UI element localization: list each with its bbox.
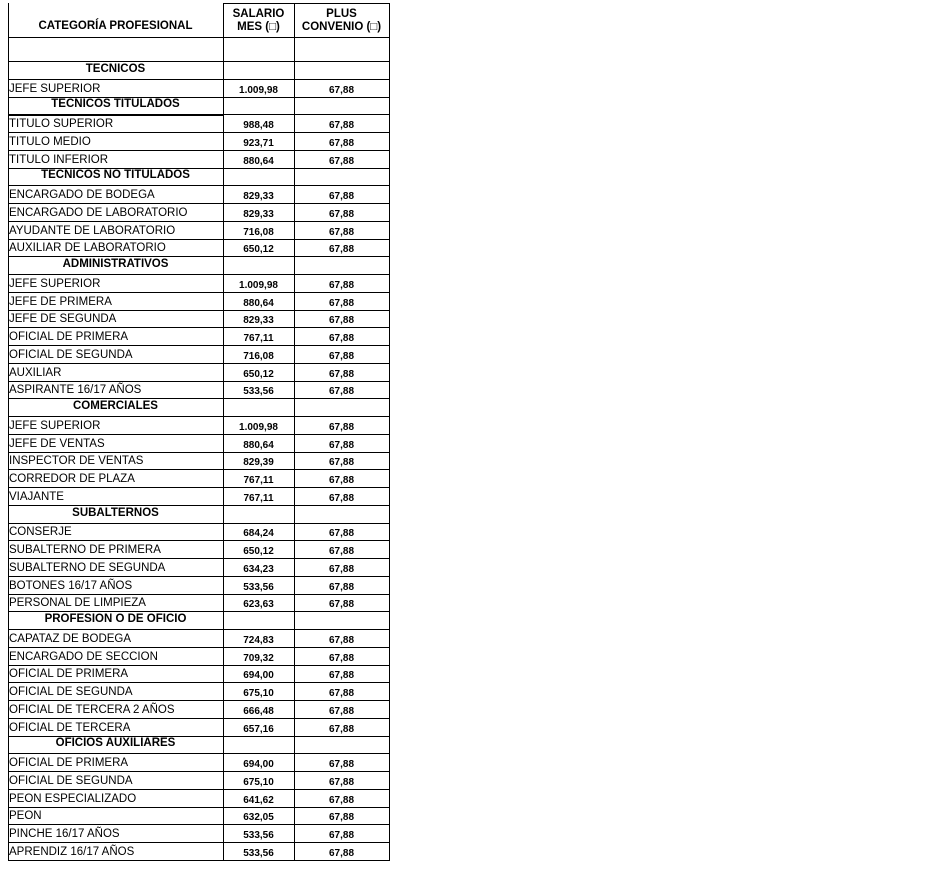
table-row-salario: 829,39 xyxy=(243,457,274,469)
table-row-salario: 880,64 xyxy=(243,439,274,451)
table-row-plus: 67,88 xyxy=(328,794,355,806)
grid-line-row xyxy=(8,789,390,790)
table-row-plus: 67,88 xyxy=(328,581,355,593)
grid-line-row xyxy=(8,345,390,346)
grid-line-row xyxy=(8,310,390,311)
table-row-category: PINCHE 16/17 AÑOS xyxy=(9,828,120,840)
table-row-salario: 533,56 xyxy=(243,581,274,593)
table-row-category: JEFE SUPERIOR xyxy=(9,82,101,95)
table-row-category: JEFE DE PRIMERA xyxy=(9,295,112,308)
grid-line-row xyxy=(8,469,390,470)
table-row-salario: 675,10 xyxy=(243,776,274,788)
table-row-salario: 988,48 xyxy=(243,120,274,131)
grid-line-row xyxy=(8,753,224,754)
table-row-plus: 67,88 xyxy=(328,546,355,557)
table-row-plus: 67,88 xyxy=(328,386,355,398)
header-salario-line1: SALARIO xyxy=(232,8,285,20)
table-row-salario: 694,00 xyxy=(243,759,274,770)
grid-line-row xyxy=(8,97,390,98)
table-row-category: OFICIAL DE TERCERA 2 AÑOS xyxy=(9,703,175,716)
table-row-category: CONSERJE xyxy=(9,526,72,539)
grid-line-row xyxy=(8,842,390,843)
table-row-plus: 67,88 xyxy=(328,279,355,291)
table-row-salario: 657,16 xyxy=(243,723,274,735)
grid-line-row xyxy=(8,114,224,116)
grid-line-row xyxy=(8,381,390,382)
table-row-category: AUXILIAR DE LABORATORIO xyxy=(9,242,166,255)
table-row-salario: 641,62 xyxy=(243,794,274,806)
grid-line-row xyxy=(8,132,390,133)
table-row-plus: 67,88 xyxy=(328,226,355,238)
table-row-salario: 675,10 xyxy=(243,688,274,699)
grid-line-row xyxy=(8,540,390,541)
table-row-plus: 67,88 xyxy=(328,350,355,362)
table-row-category: PEON xyxy=(9,810,42,823)
table-row-salario: 623,63 xyxy=(243,599,274,611)
table-row-salario: 632,05 xyxy=(243,812,274,824)
table-row-category: ASPIRANTE 16/17 AÑOS xyxy=(9,384,142,397)
grid-line-row xyxy=(8,168,390,169)
grid-line-row xyxy=(8,452,390,453)
table-row-salario: 1.009,98 xyxy=(239,279,278,291)
table-row-plus: 67,88 xyxy=(328,191,355,202)
grid-line-row xyxy=(8,79,224,80)
header-categoria: CATEGORÍA PROFESIONAL xyxy=(38,20,193,32)
grid-line-row xyxy=(8,185,224,186)
table-row-plus: 67,88 xyxy=(328,723,355,735)
table-row-category: VIAJANTE xyxy=(9,490,64,503)
table-row-plus: 67,88 xyxy=(328,315,355,327)
table-row-category: OFICIAL DE SEGUNDA xyxy=(9,348,133,361)
table-row-category: PERSONAL DE LIMPIEZA xyxy=(9,597,146,610)
table-row-category: SUBALTERNO DE PRIMERA xyxy=(9,544,161,556)
section-heading: OFICIOS AUXILIARES xyxy=(55,737,176,750)
grid-line-row xyxy=(8,771,390,772)
table-row-plus: 67,88 xyxy=(328,84,355,96)
table-row-category: OFICIAL DE TERCERA xyxy=(9,721,131,734)
table-row-salario: 716,08 xyxy=(243,350,274,362)
table-row-category: APRENDIZ 16/17 AÑOS xyxy=(9,845,135,858)
table-row-plus: 67,88 xyxy=(328,368,355,380)
table-row-salario: 829,33 xyxy=(243,315,274,327)
grid-line-row xyxy=(8,523,224,524)
table-row-plus: 67,88 xyxy=(328,670,355,682)
table-row-plus: 67,88 xyxy=(328,528,355,540)
grid-line-row xyxy=(8,487,390,488)
table-row-salario: 767,11 xyxy=(243,475,274,486)
grid-line-row xyxy=(8,682,390,683)
table-row-salario: 634,23 xyxy=(243,563,274,575)
table-row-salario: 533,56 xyxy=(243,386,274,398)
table-row-plus: 67,88 xyxy=(328,634,355,646)
grid-line-row xyxy=(8,558,390,559)
grid-line-row xyxy=(223,79,390,80)
grid-line-row xyxy=(8,665,390,666)
table-row-plus: 67,88 xyxy=(328,688,355,699)
table-row-category: TITULO INFERIOR xyxy=(9,153,109,166)
grid-line-row xyxy=(223,629,390,630)
table-row-plus: 67,88 xyxy=(328,439,355,451)
table-row-plus: 67,88 xyxy=(328,457,355,469)
grid-line-row xyxy=(8,700,390,701)
table-row-plus: 67,88 xyxy=(328,208,355,220)
header-plus-line1: PLUS xyxy=(326,8,357,20)
table-row-plus: 67,88 xyxy=(328,297,355,309)
table-row-salario: 650,12 xyxy=(243,546,274,557)
grid-line-header-top xyxy=(223,3,390,4)
grid-line-row xyxy=(8,363,390,364)
grid-line-row xyxy=(8,505,390,506)
table-row-plus: 67,88 xyxy=(328,492,355,504)
grid-line-row xyxy=(8,594,390,595)
table-row-category: TITULO MEDIO xyxy=(9,135,91,148)
table-row-salario: 1.009,98 xyxy=(239,421,278,433)
grid-line-row xyxy=(8,256,390,257)
table-row-category: JEFE SUPERIOR xyxy=(9,419,101,432)
table-row-category: BOTONES 16/17 AÑOS xyxy=(9,579,133,592)
table-row-plus: 67,88 xyxy=(328,244,355,256)
grid-line-blank-row xyxy=(8,61,390,62)
table-row-category: ENCARGADO DE BODEGA xyxy=(9,189,155,201)
table-row-plus: 67,88 xyxy=(328,776,355,788)
table-row-plus: 67,88 xyxy=(328,155,355,167)
table-row-plus: 67,88 xyxy=(328,830,355,841)
table-row-category: CORREDOR DE PLAZA xyxy=(9,473,135,485)
grid-line-row xyxy=(8,611,390,612)
grid-line-row xyxy=(8,203,390,204)
table-row-category: AYUDANTE DE LABORATORIO xyxy=(9,224,176,237)
table-row-plus: 67,88 xyxy=(328,563,355,575)
table-row-plus: 67,88 xyxy=(328,137,355,149)
table-row-salario: 684,24 xyxy=(243,528,274,540)
table-row-plus: 67,88 xyxy=(328,475,355,486)
table-row-plus: 67,88 xyxy=(328,599,355,611)
grid-line-row xyxy=(8,824,390,825)
grid-line-row xyxy=(8,434,390,435)
table-row-salario: 724,83 xyxy=(243,634,274,646)
table-row-salario: 880,64 xyxy=(243,297,274,309)
grid-line-row xyxy=(8,398,390,399)
table-row-category: OFICIAL DE PRIMERA xyxy=(9,331,129,343)
table-row-salario: 694,00 xyxy=(243,670,274,682)
table-row-plus: 67,88 xyxy=(328,652,355,664)
table-row-plus: 67,88 xyxy=(328,705,355,717)
grid-line-row xyxy=(8,274,224,275)
table-row-salario: 650,12 xyxy=(243,244,274,256)
table-row-category: INSPECTOR DE VENTAS xyxy=(9,455,144,468)
table-row-category: ENCARGADO DE SECCION xyxy=(9,650,158,663)
table-row-salario: 829,33 xyxy=(243,191,274,202)
table-row-salario: 650,12 xyxy=(243,368,274,380)
table-row-category: TITULO SUPERIOR xyxy=(9,118,114,130)
table-row-category: JEFE DE SEGUNDA xyxy=(9,313,117,326)
header-salario-line2: MES (□) xyxy=(237,21,280,33)
grid-line-row xyxy=(223,523,390,524)
grid-line-row xyxy=(223,753,390,754)
grid-line-row xyxy=(8,292,390,293)
grid-line-row xyxy=(8,736,390,737)
section-heading: PROFESION O DE OFICIO xyxy=(44,613,187,625)
grid-line-row xyxy=(223,114,390,115)
table-row-salario: 533,56 xyxy=(243,847,274,859)
table-row-salario: 709,32 xyxy=(243,652,274,664)
grid-line-row xyxy=(8,718,390,719)
grid-line-row xyxy=(223,416,390,417)
table-row-category: CAPATAZ DE BODEGA xyxy=(9,632,132,645)
table-row-salario: 880,64 xyxy=(243,155,274,167)
section-heading: TECNICOS xyxy=(85,62,146,75)
section-heading: TECNICOS TITULADOS xyxy=(51,98,180,111)
grid-line-row xyxy=(8,221,390,222)
table-row-category: PEON ESPECIALIZADO xyxy=(9,792,137,805)
section-heading: TECNICOS NO TITULADOS xyxy=(41,169,190,182)
section-heading: ADMINISTRATIVOS xyxy=(62,258,169,270)
table-row-plus: 67,88 xyxy=(328,120,355,131)
grid-line-header-bottom xyxy=(8,37,390,38)
grid-line-row xyxy=(8,327,390,328)
table-row-category: ENCARGADO DE LABORATORIO xyxy=(9,206,188,219)
table-row-plus: 67,88 xyxy=(328,421,355,433)
table-row-category: OFICIAL DE SEGUNDA xyxy=(9,774,133,787)
table-row-salario: 1.009,98 xyxy=(239,84,278,96)
grid-line-row xyxy=(8,416,224,417)
table-row-salario: 923,71 xyxy=(243,137,274,149)
grid-line-row xyxy=(223,185,390,186)
table-row-category: OFICIAL DE PRIMERA xyxy=(9,668,129,681)
grid-line-row xyxy=(8,629,224,630)
table-row-category: AUXILIAR xyxy=(9,366,62,379)
table-row-category: OFICIAL DE SEGUNDA xyxy=(9,686,133,698)
header-plus-line2: CONVENIO (□) xyxy=(301,21,382,33)
table-row-category: JEFE SUPERIOR xyxy=(9,277,101,290)
table-row-category: JEFE DE VENTAS xyxy=(9,437,105,450)
table-row-salario: 829,33 xyxy=(243,208,274,220)
grid-line-row xyxy=(8,647,390,648)
table-row-salario: 767,11 xyxy=(243,492,274,504)
grid-line-row xyxy=(8,576,390,577)
grid-line-row xyxy=(8,239,390,240)
table-row-plus: 67,88 xyxy=(328,759,355,770)
table-row-plus: 67,88 xyxy=(328,333,355,344)
table-row-salario: 767,11 xyxy=(243,333,274,344)
grid-line-row xyxy=(8,860,390,861)
grid-line-row xyxy=(8,807,390,808)
section-heading: SUBALTERNOS xyxy=(72,506,159,519)
grid-line-row xyxy=(8,150,390,151)
table-row-category: OFICIAL DE PRIMERA xyxy=(9,757,129,769)
table-row-category: SUBALTERNO DE SEGUNDA xyxy=(9,561,166,574)
section-heading: COMERCIALES xyxy=(73,400,158,412)
table-row-salario: 666,48 xyxy=(243,705,274,717)
grid-line-row xyxy=(223,274,390,275)
table-row-plus: 67,88 xyxy=(328,847,355,859)
table-row-salario: 716,08 xyxy=(243,226,274,238)
table-row-plus: 67,88 xyxy=(328,812,355,824)
table-row-salario: 533,56 xyxy=(243,830,274,841)
